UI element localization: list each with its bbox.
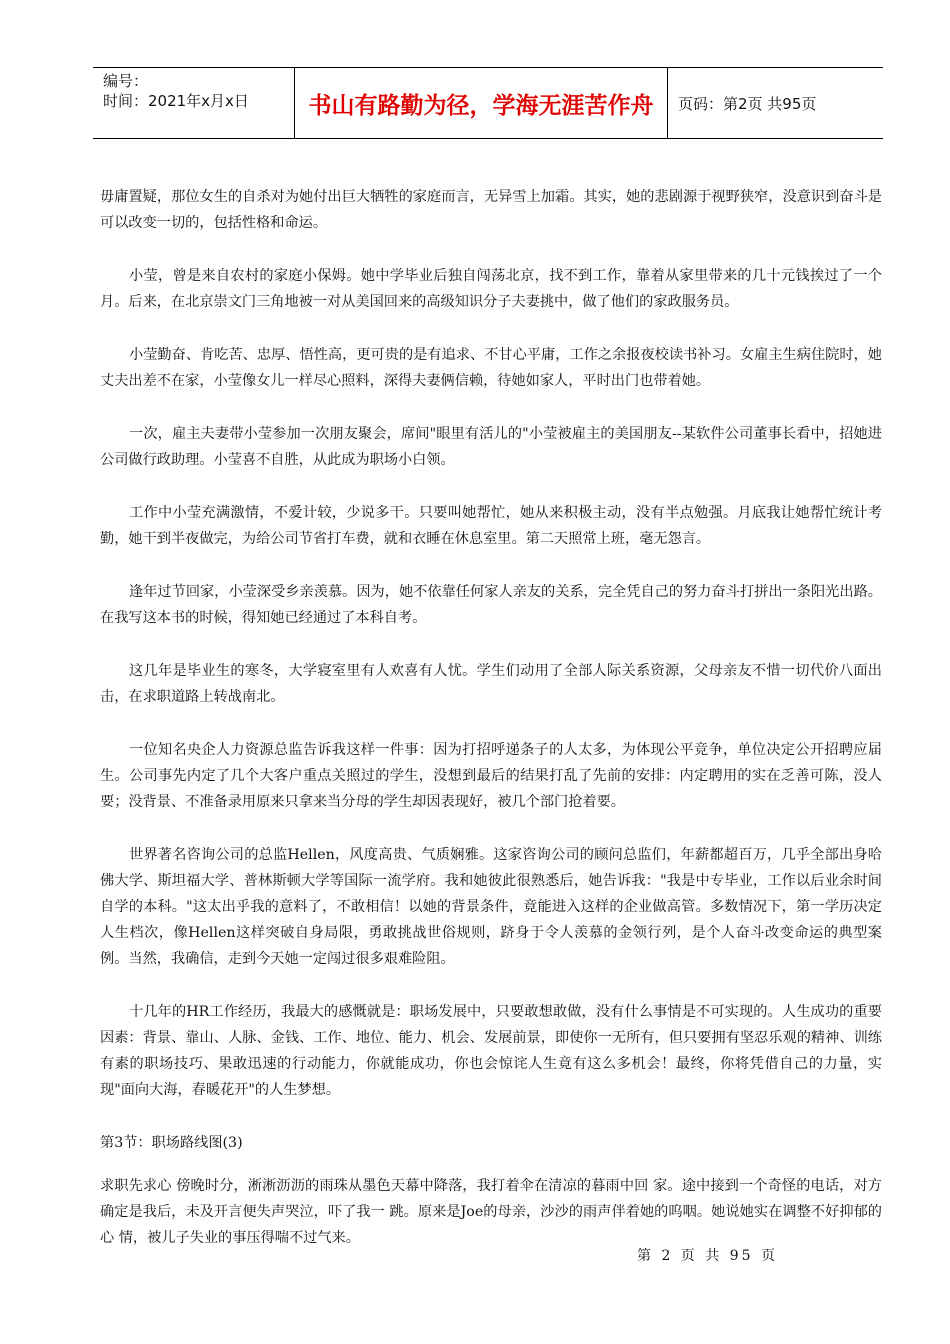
paragraph-11: 求职先求心 傍晚时分，淅淅沥沥的雨珠从墨色天幕中降落，我打着伞在清凉的暮雨中回 家。途中接到一个奇怪的电话，对方确定是我后，未及开言便失声哭泣，吓了我一 跳。原来是Joe的母亲，沙沙的雨声伴着她的呜咽。她说她实在调整不好抑郁的心 情，被儿子失业的事压得喘不过气来。 <box>100 1178 882 1246</box>
number-label: 编号： <box>103 72 149 90</box>
section-heading: 第3节：职场路线图(3) <box>100 1135 243 1151</box>
header-page-code: 页码：第2页 共95页 <box>678 94 817 113</box>
paragraph-10: 十几年的HR工作经历，我最大的感慨就是：职场发展中，只要敢想敢做，没有什么事情是不可实现的。人生成功的重要因素：背景、靠山、人脉、金钱、工作、地位、能力、机会、发展前景，即使你一无所有，但只要拥有坚忍乐观的精神、训练有素的职场技巧、果敢迅速的行动能力，你就能成功，你也会惊诧人生竟有这么多机会！最终，你将凭借自己的力量，实现"面向大海，春暖花开"的人生梦想。 <box>100 1004 882 1098</box>
paragraph-1: 毋庸置疑，那位女生的自杀对为她付出巨大牺牲的家庭而言，无异雪上加霜。其实，她的悲剧源于视野狭窄，没意识到奋斗是可以改变一切的，包括性格和命运。 <box>100 189 882 231</box>
header-motto: 书山有路勤为径，学海无涯苦作舟 <box>295 68 668 138</box>
header-meta <box>93 68 295 138</box>
document-body <box>100 184 882 1278</box>
paragraph-4: 一次，雇主夫妻带小莹参加一次朋友聚会，席间"眼里有活儿的"小莹被雇主的美国朋友--某软件公司董事长看中，招她进公司做行政助理。小莹喜不自胜，从此成为职场小白领。 <box>100 426 882 468</box>
time-label: 时间：2021年x月x日 <box>103 92 249 110</box>
paragraph-2: 小莹，曾是来自农村的家庭小保姆。她中学毕业后独自闯荡北京，找不到工作，靠着从家里带来的几十元钱挨过了一个月。后来，在北京崇文门三角地被一对从美国回来的高级知识分子夫妻挑中，做了他们的家政服务员。 <box>100 268 882 310</box>
paragraph-9: 世界著名咨询公司的总监Hellen，风度高贵、气质娴雅。这家咨询公司的顾问总监们，年薪都超百万，几乎全部出身哈佛大学、斯坦福大学、普林斯顿大学等国际一流学府。我和她彼此很熟悉后，她告诉我："我是中专毕业，工作以后业余时间自学的本科。"这太出乎我的意料了，不敢相信！以她的背景条件，竟能进入这样的企业做高管。多数情况下，第一学历决定人生档次，像Hellen这样突破自身局限，勇敢挑战世俗规则，跻身于令人羡慕的金领行列，是个人奋斗改变命运的典型案例。当然，我确信，走到今天她一定闯过很多艰难险阻。 <box>100 847 882 967</box>
paragraph-8: 一位知名央企人力资源总监告诉我这样一件事：因为打招呼递条子的人太多，为体现公平竞争，单位决定公开招聘应届生。公司事先内定了几个大客户重点关照过的学生，没想到最后的结果打乱了先前的安排：内定聘用的实在乏善可陈，没人要；没背景、不准备录用原来只拿来当分母的学生却因表现好，被几个部门抢着要。 <box>100 742 882 810</box>
paragraph-7: 这几年是毕业生的寒冬，大学寝室里有人欢喜有人忧。学生们动用了全部人际关系资源，父母亲友不惜一切代价八面出击，在求职道路上转战南北。 <box>100 663 882 705</box>
page-footer: 第 2 页 共 95 页 <box>637 1248 778 1264</box>
page-header <box>93 67 883 139</box>
paragraph-3: 小莹勤奋、肯吃苦、忠厚、悟性高，更可贵的是有追求、不甘心平庸，工作之余报夜校读书补习。女雇主生病住院时，她丈夫出差不在家，小莹像女儿一样尽心照料，深得夫妻俩信赖，待她如家人，平时出门也带着她。 <box>100 347 882 389</box>
paragraph-5: 工作中小莹充满激情，不爱计较，少说多干。只要叫她帮忙，她从来积极主动，没有半点勉强。月底我让她帮忙统计考勤，她干到半夜做完，为给公司节省打车费，就和衣睡在休息室里。第二天照常上班，毫无怨言。 <box>100 505 882 547</box>
paragraph-6: 逢年过节回家，小莹深受乡亲羡慕。因为，她不依靠任何家人亲友的关系，完全凭自己的努力奋斗打拼出一条阳光出路。在我写这本书的时候，得知她已经通过了本科自考。 <box>100 584 882 626</box>
